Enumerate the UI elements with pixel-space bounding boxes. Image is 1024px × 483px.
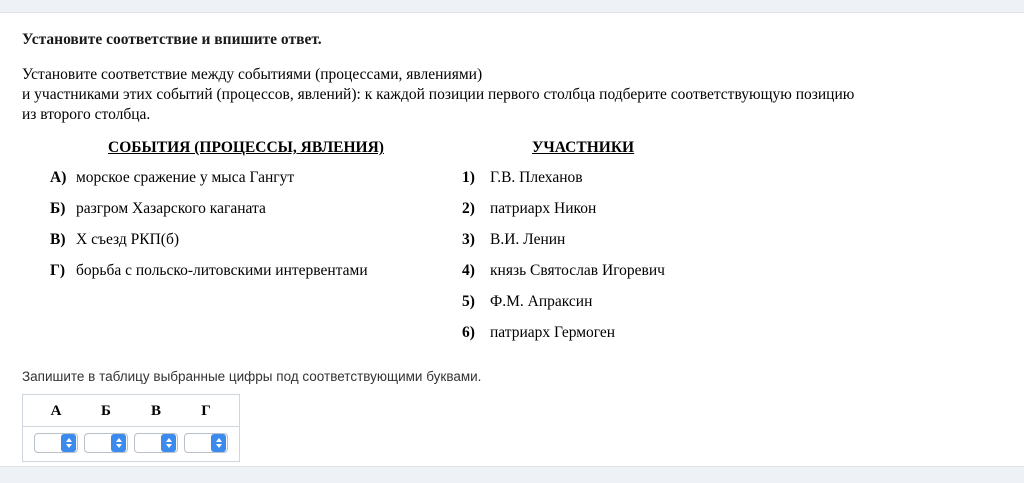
bottom-strip bbox=[0, 466, 1024, 483]
answer-cell-v bbox=[131, 433, 181, 453]
event-key-a: А) bbox=[50, 169, 67, 186]
task-instructions bbox=[22, 65, 1002, 125]
list-item bbox=[50, 231, 442, 249]
answer-stepper-b[interactable] bbox=[84, 433, 128, 453]
participants-column bbox=[442, 139, 862, 355]
events-column-header: СОБЫТИЯ (ПРОЦЕССЫ, ЯВЛЕНИЯ) bbox=[108, 139, 384, 156]
participant-key-5: 5) bbox=[462, 293, 475, 310]
list-item bbox=[462, 231, 862, 249]
answer-cell-b bbox=[81, 433, 131, 453]
participant-text-1: Г.В. Плеханов bbox=[490, 169, 583, 186]
event-text-g: борьба с польско-литовскими интервентами bbox=[76, 262, 368, 279]
instruction-line-1: Установите соответствие между событиями (процессами, явлениями) bbox=[22, 66, 483, 83]
answer-header-v: В bbox=[150, 403, 161, 419]
chevron-updown-icon[interactable] bbox=[211, 434, 226, 452]
participant-key-3: 3) bbox=[462, 231, 475, 248]
list-item bbox=[50, 169, 442, 187]
answer-cell-g bbox=[181, 433, 231, 453]
event-text-b: разгром Хазарского каганата bbox=[76, 200, 266, 217]
chevron-updown-icon[interactable] bbox=[161, 434, 176, 452]
instruction-line-2: и участниками этих событий (процессов, явлений): к каждой позиции первого столбца подберите соответствующую позицию bbox=[22, 86, 855, 103]
instruction-line-3: из второго столбца. bbox=[22, 106, 151, 123]
list-item bbox=[462, 293, 862, 311]
participant-key-4: 4) bbox=[462, 262, 475, 279]
list-item bbox=[462, 200, 862, 218]
list-item bbox=[462, 169, 862, 187]
answer-stepper-g[interactable] bbox=[184, 433, 228, 453]
list-item bbox=[50, 262, 442, 280]
participant-text-6: патриарх Гермоген bbox=[490, 324, 616, 341]
list-item bbox=[50, 200, 442, 218]
event-text-v: X съезд РКП(б) bbox=[76, 231, 179, 248]
answer-cell-a bbox=[31, 433, 81, 453]
answer-stepper-v[interactable] bbox=[134, 433, 178, 453]
list-item bbox=[462, 324, 862, 342]
participants-column-header: УЧАСТНИКИ bbox=[532, 139, 635, 156]
event-text-a: морское сражение у мыса Гангут bbox=[76, 169, 295, 186]
answer-header-a: А bbox=[50, 403, 62, 419]
event-key-g: Г) bbox=[50, 262, 66, 279]
participant-text-2: патриарх Никон bbox=[490, 200, 597, 217]
page-title: Установите соответствие и впишите ответ. bbox=[22, 31, 322, 48]
answer-note: Запишите в таблицу выбранные цифры под соответствующими буквами. bbox=[22, 369, 482, 384]
chevron-updown-icon[interactable] bbox=[61, 434, 76, 452]
event-key-v: В) bbox=[50, 231, 66, 248]
chevron-updown-icon[interactable] bbox=[111, 434, 126, 452]
participant-key-1: 1) bbox=[462, 169, 475, 186]
event-key-b: Б) bbox=[50, 200, 66, 217]
participant-text-4: князь Святослав Игоревич bbox=[490, 262, 665, 279]
participant-key-2: 2) bbox=[462, 200, 475, 217]
answer-table-divider bbox=[23, 426, 239, 427]
answer-header-g: Г bbox=[201, 403, 211, 419]
participant-text-5: Ф.М. Апраксин bbox=[490, 293, 593, 310]
participant-text-3: В.И. Ленин bbox=[490, 231, 566, 248]
participant-key-6: 6) bbox=[462, 324, 475, 341]
answer-table-header-row bbox=[31, 401, 231, 426]
answer-table-input-row bbox=[31, 433, 231, 453]
top-strip bbox=[0, 0, 1024, 13]
list-item bbox=[462, 262, 862, 280]
task-page bbox=[0, 13, 1024, 462]
matching-columns bbox=[22, 139, 1002, 355]
answer-table bbox=[22, 394, 240, 462]
answer-stepper-a[interactable] bbox=[34, 433, 78, 453]
answer-header-b: Б bbox=[101, 403, 111, 419]
events-column bbox=[22, 139, 442, 355]
